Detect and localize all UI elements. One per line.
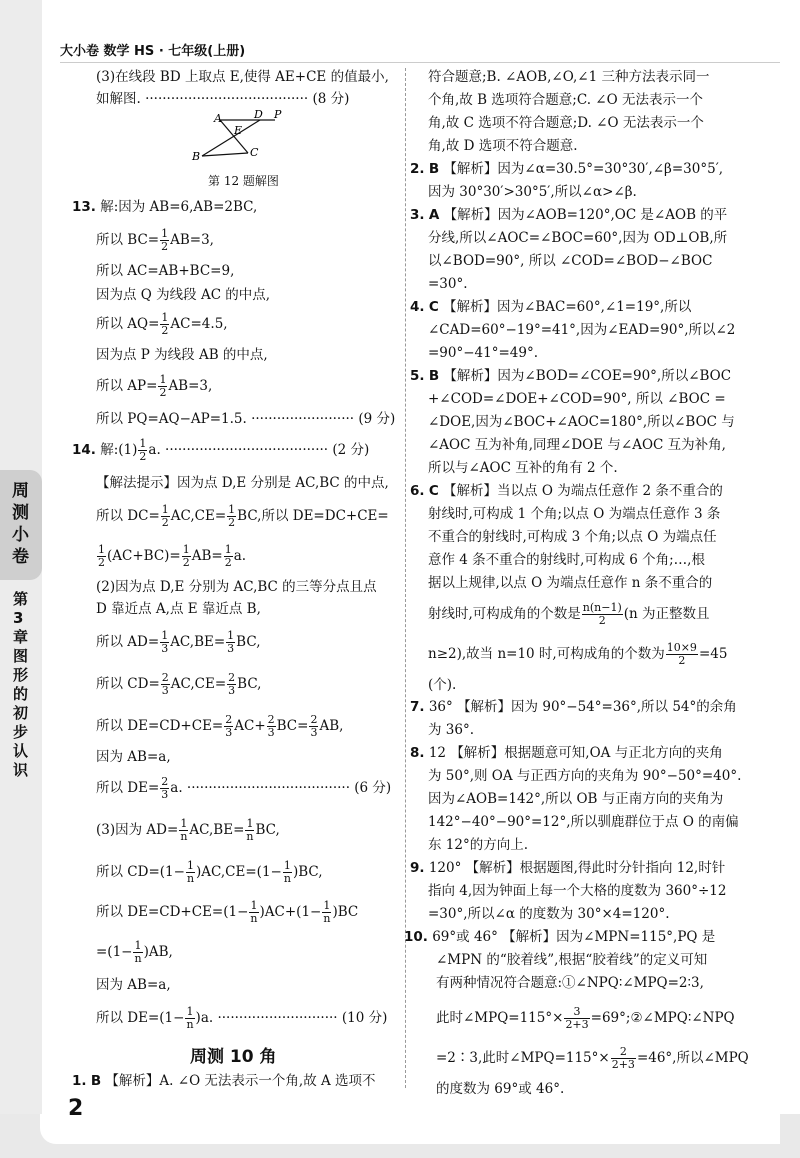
- text-line: 分线,所以∠AOC=∠BOC=60°,因为 OD⊥OB,所: [428, 230, 728, 246]
- text-line: (3)在线段 BD 上取点 E,使得 AE+CE 的值最小,: [96, 69, 389, 85]
- text-line: )a. ···························· (10 分): [195, 1010, 388, 1026]
- text-line: AC=4.5,: [170, 316, 228, 332]
- answer-key: C: [428, 483, 439, 499]
- text-line: (个).: [428, 677, 457, 693]
- text-line: )AC+(1−: [259, 904, 322, 920]
- question-number: 7.: [410, 699, 425, 715]
- text-line: 所以 DE=(1−: [96, 1010, 185, 1026]
- footer-band: [0, 1114, 800, 1158]
- text-line: =45: [698, 646, 728, 662]
- text-line: BC,: [237, 676, 262, 692]
- fraction: $\frac{3}{2+3}$: [565, 1005, 589, 1031]
- fraction: $\frac{1}{2}$: [161, 311, 169, 337]
- text-line: 所以 AP=: [96, 378, 158, 394]
- fraction: $\frac{2}{3}$: [161, 671, 169, 697]
- text-line: 【解析】根据题意可知,OA 与正北方向的夹角: [450, 745, 723, 761]
- text-line: 角,故 C 选项不符合题意;D. ∠O 无法表示一个: [428, 115, 704, 131]
- question-number: 5.: [410, 368, 425, 384]
- side-tab-label: 周测小卷: [12, 481, 29, 567]
- question-number: 2.: [410, 161, 425, 177]
- text-line: 如解图. ······································ (8 分): [96, 91, 350, 107]
- answer-key: 36°: [428, 699, 453, 715]
- text-line: 此时∠MPQ=115°×: [436, 1010, 564, 1026]
- text-line: ∠CAD=60°−19°=41°,因为∠EAD=90°,所以∠2: [428, 322, 736, 338]
- text-line: 【解析】因为∠α=30.5°=30°30′,∠β=30°5′,: [443, 161, 724, 177]
- answer-key: 120°: [428, 860, 462, 876]
- question-number: 4.: [410, 299, 425, 315]
- answer-key: B: [428, 368, 440, 384]
- question-number: 14.: [72, 442, 96, 458]
- text-line: AC,CE=: [170, 508, 227, 524]
- text-line: =2∶3,此时∠MPQ=115°×: [436, 1050, 610, 1066]
- question-number: 1.: [72, 1073, 87, 1089]
- text-line: =46°,所以∠MPQ: [636, 1050, 749, 1066]
- fraction: $\frac{1}{n}$: [186, 859, 195, 885]
- text-line: 东 12°的方向上.: [428, 837, 529, 853]
- text-line: BC=: [276, 718, 309, 734]
- text-line: (3)因为 AD=: [96, 822, 179, 838]
- text-line: 【解析】因为 90°−54°=36°,所以 54°的余角: [457, 699, 737, 715]
- text-line: 所以 AC=AB+BC=9,: [96, 263, 235, 279]
- text-line: AB=3,: [170, 232, 214, 248]
- text-line: 所以 AQ=: [96, 316, 160, 332]
- text-line: 所以 BC=: [96, 232, 160, 248]
- text-line: =90°−41°=49°.: [428, 345, 539, 361]
- text-line: 解:因为 AB=6,AB=2BC,: [100, 199, 258, 215]
- text-line: 【解析】因为∠AOB=120°,OC 是∠AOB 的平: [443, 207, 728, 223]
- text-line: 【解析】因为∠BAC=60°,∠1=19°,所以: [443, 299, 692, 315]
- answer-key: C: [428, 299, 439, 315]
- text-line: 【解析】根据题图,得此时分针指向 12,时针: [465, 860, 726, 876]
- text-line: AC,BE=: [189, 822, 245, 838]
- text-line: 因为 AB=a,: [96, 977, 171, 993]
- fraction: $\frac{10\times 9}{2}$: [666, 641, 697, 667]
- text-line: 所以 AD=: [96, 634, 160, 650]
- text-line: 因为 30°30′>30°5′,所以∠α>∠β.: [428, 184, 637, 200]
- text-line: 所以 DE=CD+CE=(1−: [96, 904, 249, 920]
- text-line: 【解析】A. ∠O 无法表示一个角,故 A 选项不: [105, 1073, 376, 1089]
- fraction: $\frac{2}{3}$: [161, 775, 169, 801]
- fraction: $\frac{1}{n}$: [283, 859, 291, 885]
- text-line: 所以 DE=CD+CE=: [96, 718, 224, 734]
- page-header: 大小卷 数学 HS · 七年级(上册): [60, 44, 246, 59]
- text-line: )BC: [332, 904, 359, 920]
- text-line: 【解析】当以点 O 为端点任意作 2 条不重合的: [443, 483, 723, 499]
- text-line: 意作 4 条不重合的射线时,可构成 6 个角;…,根: [428, 552, 705, 568]
- text-line: 的度数为 69°或 46°.: [436, 1081, 565, 1097]
- question-number: 3.: [410, 207, 425, 223]
- answer-key: B: [428, 161, 440, 177]
- text-line: ∠MPN 的“胶着线”,根据“胶着线”的定义可知: [436, 952, 708, 968]
- text-line: =30°.: [428, 276, 468, 292]
- fraction: $\frac{1}{2}$: [159, 373, 167, 399]
- side-chapter-label: 第3章 图形的初步认识: [13, 590, 29, 779]
- text-line: 所以 PQ=AQ−AP=1.5. ························ (9 分): [96, 411, 396, 427]
- text-line: 解:(1): [100, 442, 138, 458]
- text-line: )AC,CE=(1−: [196, 864, 282, 880]
- fraction: $\frac{1}{2}$: [161, 227, 169, 253]
- text-line: 所以与∠AOC 互补的角有 2 个.: [428, 460, 618, 476]
- point-label: B: [192, 150, 201, 163]
- text-line: 142°−40°−90°=12°,所以驯鹿群位于点 O 的南偏: [428, 814, 739, 830]
- text-line: AC,CE=: [170, 676, 227, 692]
- text-line: 以∠BOD=90°, 所以 ∠COD=∠BOD−∠BOC: [428, 253, 713, 269]
- figure-caption: 第 12 题解图: [208, 174, 279, 188]
- text-line: AC+: [234, 718, 266, 734]
- page-number: 2: [68, 1096, 84, 1121]
- fraction: $\frac{1}{n}$: [323, 899, 331, 925]
- text-line: 所以 CD=: [96, 676, 160, 692]
- fraction: $\frac{1}{2}$: [182, 543, 190, 569]
- fraction: $\frac{1}{2}$: [228, 503, 236, 529]
- answer-key: B: [90, 1073, 102, 1089]
- question-number: 8.: [410, 745, 425, 761]
- point-label: C: [250, 146, 259, 159]
- fraction: $\frac{2}{2+3}$: [611, 1045, 635, 1071]
- fraction: $\frac{2}{3}$: [267, 713, 275, 739]
- text-line: 【解析】因为∠MPN=115°,PQ 是: [502, 929, 716, 945]
- text-line: 为 50°,则 OA 与正西方向的夹角为 90°−50°=40°.: [428, 768, 742, 784]
- text-line: 射线时,可构成 1 个角;以点 O 为端点任意作 3 条: [428, 506, 721, 522]
- text-line: a. ······································ (6 分): [170, 780, 392, 796]
- text-line: D 靠近点 A,点 E 靠近点 B,: [96, 601, 261, 617]
- text-line: 射线时,可构成角的个数是: [428, 606, 581, 622]
- text-line: ∠AOC 互为补角,同理∠DOE 与∠AOC 互为补角,: [428, 437, 726, 453]
- text-line: BC,: [255, 822, 280, 838]
- text-line: 符合题意;B. ∠AOB,∠O,∠1 三种方法表示同一: [428, 69, 710, 85]
- text-line: AB=: [191, 548, 223, 564]
- answer-key: 69°或 46°: [432, 929, 498, 945]
- segment-bc: [202, 153, 248, 156]
- text-line: 个角,故 B 选项符合题意;C. ∠O 无法表示一个: [428, 92, 703, 108]
- text-line: ∠DOE,因为∠BOC+∠AOC=180°,所以∠BOC 与: [428, 414, 735, 430]
- text-line: a. ······································ (2 分): [148, 442, 370, 458]
- section-title: 周测 10 角: [190, 1047, 277, 1067]
- fraction: $\frac{1}{n}$: [186, 1005, 194, 1031]
- question-number: 6.: [410, 483, 425, 499]
- answer-key: 12: [428, 745, 447, 761]
- text-line: a.: [233, 548, 247, 564]
- text-line: 因为 AB=a,: [96, 749, 171, 765]
- text-line: 因为点 P 为线段 AB 的中点,: [96, 347, 268, 363]
- fraction: $\frac{1}{3}$: [161, 629, 169, 655]
- text-line: 有两种情况符合题意:①∠NPQ∶∠MPQ=2∶3,: [436, 975, 704, 991]
- text-line: BC,: [236, 634, 261, 650]
- fraction: $\frac{1}{n}$: [134, 939, 142, 965]
- answer-key: A: [428, 207, 440, 223]
- fraction: $\frac{1}{n}$: [246, 817, 254, 843]
- text-line: =(1−: [96, 944, 133, 960]
- fraction: $\frac{1}{n}$: [180, 817, 188, 843]
- point-label: A: [214, 112, 222, 125]
- fraction: $\frac{1}{2}$: [139, 437, 147, 463]
- point-label: D: [254, 108, 263, 121]
- text-line: 因为点 Q 为线段 AC 的中点,: [96, 287, 271, 303]
- text-line: (AC+BC)=: [107, 548, 181, 564]
- text-line: 角,故 D 选项不符合题意.: [428, 138, 578, 154]
- text-line: n≥2),故当 n=10 时,可构成角的个数为: [428, 646, 665, 662]
- text-line: (2)因为点 D,E 分别为 AC,BC 的三等分点且点: [96, 579, 377, 595]
- fraction: $\frac{1}{2}$: [224, 543, 232, 569]
- text-line: =69°;②∠MPQ∶∠NPQ: [590, 1010, 735, 1026]
- text-line: 据以上规律,以点 O 为端点任意作 n 条不重合的: [428, 575, 713, 591]
- text-line: 所以 DE=: [96, 780, 160, 796]
- text-line: 所以 DC=: [96, 508, 160, 524]
- fraction: $\frac{1}{2}$: [161, 503, 169, 529]
- text-line: 因为∠AOB=142°,所以 OB 与正南方向的夹角为: [428, 791, 724, 807]
- question-number: 10.: [404, 929, 428, 945]
- point-label: P: [274, 108, 282, 121]
- header-rule: [60, 62, 780, 63]
- text-line: AB,: [319, 718, 344, 734]
- text-line: 不重合的射线时,可构成 3 个角;以点 O 为端点任: [428, 529, 717, 545]
- text-line: )AB,: [143, 944, 173, 960]
- text-line: 所以 CD=(1−: [96, 864, 185, 880]
- text-line: 【解析】因为∠BOD=∠COE=90°,所以∠BOC: [443, 368, 732, 384]
- fraction: $\frac{n(n-1)}{2}$: [582, 601, 622, 627]
- text-line: (n 为正整数且: [623, 606, 710, 622]
- point-label: E: [234, 124, 243, 137]
- fraction: $\frac{2}{3}$: [228, 671, 236, 697]
- text-line: +∠COD=∠DOE+∠COD=90°, 所以 ∠BOC =: [428, 391, 726, 407]
- text-line: =30°,所以∠α 的度数为 30°×4=120°.: [428, 906, 670, 922]
- question-number: 13.: [72, 199, 96, 215]
- text-line: )BC,: [292, 864, 323, 880]
- text-line: 为 36°.: [428, 722, 475, 738]
- text-line: 【解法提示】因为点 D,E 分别是 AC,BC 的中点,: [96, 475, 389, 491]
- text-line: BC,所以 DE=DC+CE=: [237, 508, 389, 524]
- text-line: AC,BE=: [170, 634, 226, 650]
- fraction: $\frac{2}{3}$: [310, 713, 318, 739]
- fraction: $\frac{1}{3}$: [227, 629, 235, 655]
- fraction: $\frac{2}{3}$: [225, 713, 233, 739]
- fraction: $\frac{1}{n}$: [250, 899, 258, 925]
- text-line: 指向 4,因为钟面上每一个大格的度数为 360°÷12: [428, 883, 727, 899]
- question-number: 9.: [410, 860, 425, 876]
- text-line: AB=3,: [168, 378, 213, 394]
- geometry-figure: [190, 108, 300, 168]
- fraction: $\frac{1}{2}$: [98, 543, 105, 569]
